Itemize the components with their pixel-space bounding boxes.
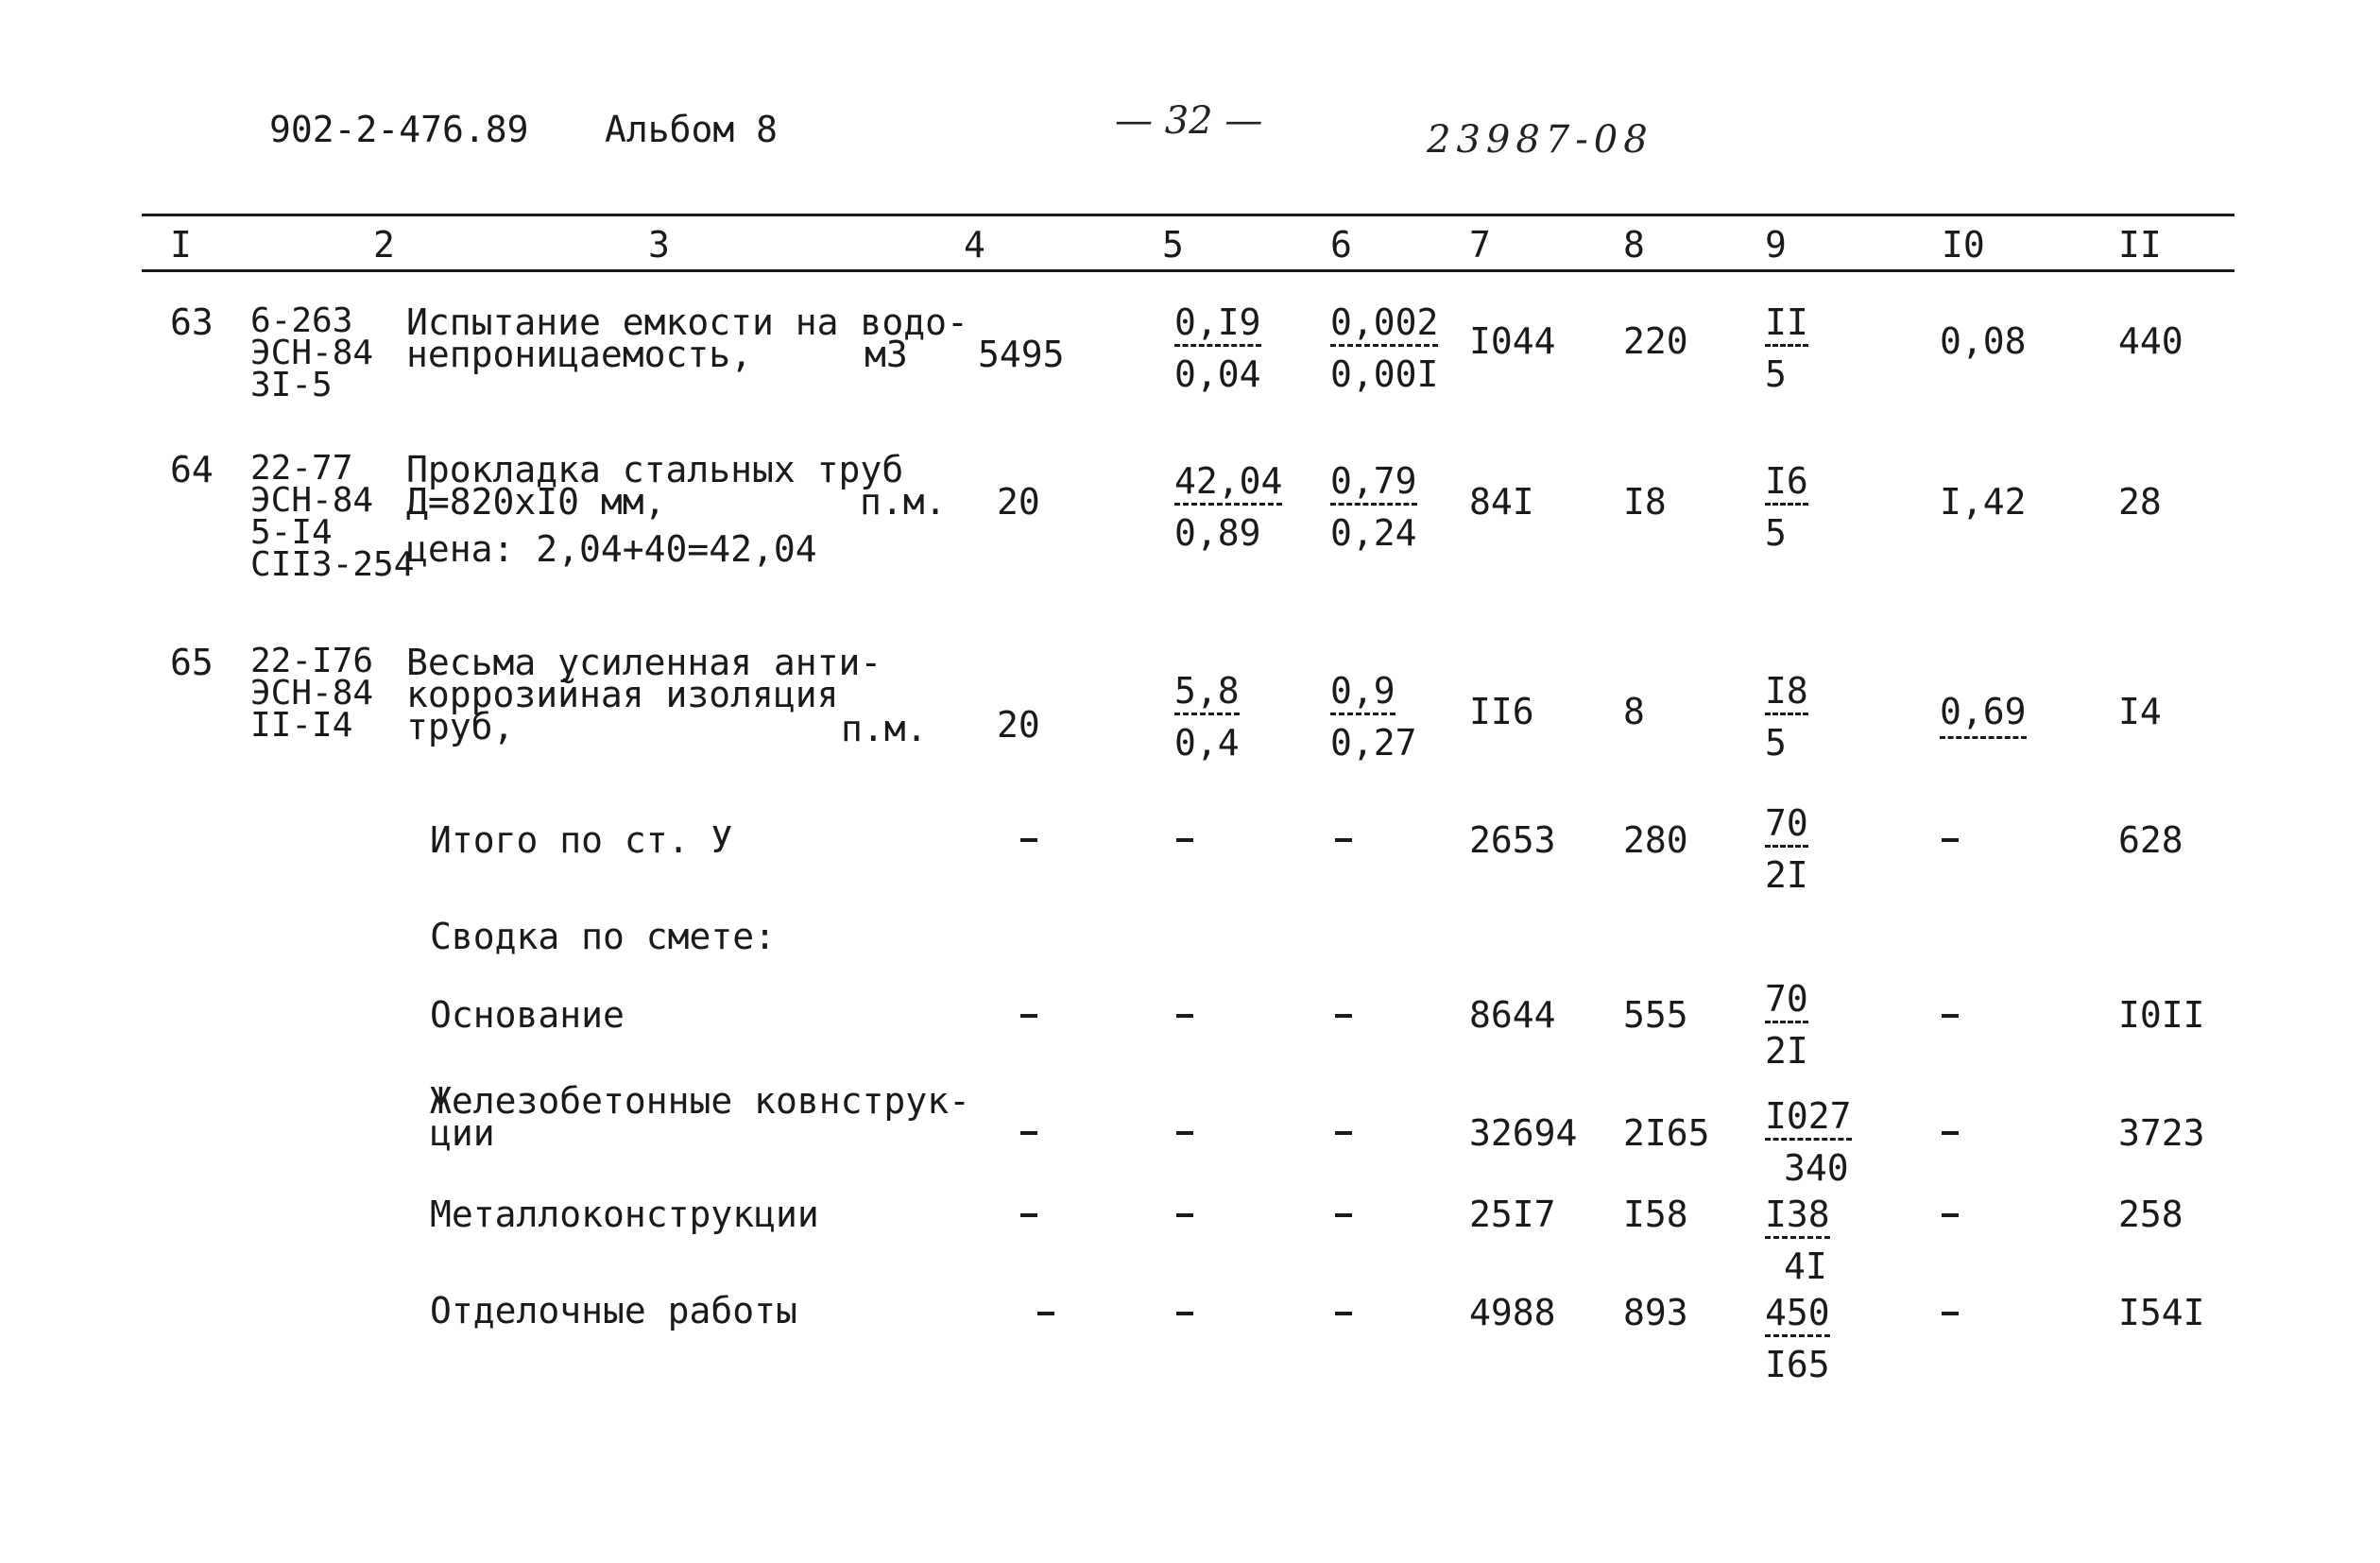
empty-dash xyxy=(1020,1131,1037,1135)
col11-value: 440 xyxy=(2118,320,2183,362)
column-header: 8 xyxy=(1623,224,1645,266)
denominator: 0,04 xyxy=(1174,353,1261,395)
col9-fraction xyxy=(1765,1194,1830,1287)
col6-fraction xyxy=(1330,670,1417,764)
col8-value: 220 xyxy=(1623,320,1688,362)
col7-value: II6 xyxy=(1469,691,1534,732)
column-header: 5 xyxy=(1162,224,1184,266)
empty-dash xyxy=(1176,1312,1193,1315)
column-header: 4 xyxy=(964,224,985,266)
col11-value: I4 xyxy=(2118,691,2162,732)
row-number: 64 xyxy=(170,449,214,490)
numerator: 5,8 xyxy=(1174,673,1240,715)
empty-dash xyxy=(1942,1213,1959,1217)
col8-value: I8 xyxy=(1623,481,1667,523)
col9-fraction xyxy=(1765,802,1808,896)
denominator: 0,89 xyxy=(1174,512,1261,554)
denominator: 2I xyxy=(1765,854,1808,896)
col10-value xyxy=(1940,691,2027,732)
denominator: 5 xyxy=(1765,512,1787,554)
numerator: 42,04 xyxy=(1174,463,1282,506)
col10-value: I,42 xyxy=(1940,481,2027,523)
empty-dash xyxy=(1176,1131,1193,1135)
denominator: 0,00I xyxy=(1330,353,1439,395)
col7-value: 32694 xyxy=(1469,1112,1578,1154)
summary-label: Железобетонные ковнструк- xyxy=(430,1080,970,1122)
col11-value: 628 xyxy=(2118,819,2183,861)
col11-value: 258 xyxy=(2118,1194,2183,1235)
numerator: 0,I9 xyxy=(1174,304,1261,347)
col5-fraction xyxy=(1174,670,1240,764)
price-note: цена: 2,04+40=42,04 xyxy=(406,528,817,570)
numerator: 70 xyxy=(1765,805,1808,848)
empty-dash xyxy=(1335,1131,1352,1135)
empty-dash xyxy=(1020,1014,1037,1018)
col7-value: 84I xyxy=(1469,481,1534,523)
norm-code-line: СII3-254 xyxy=(250,545,415,584)
summary-label: ции xyxy=(430,1112,495,1154)
column-header: 7 xyxy=(1469,224,1491,266)
col8-value: 280 xyxy=(1623,819,1688,861)
empty-dash xyxy=(1335,838,1352,842)
empty-dash xyxy=(1942,1312,1959,1315)
col8-value: I58 xyxy=(1623,1194,1688,1235)
denominator: 5 xyxy=(1765,722,1787,764)
column-header: 6 xyxy=(1330,224,1352,266)
col9-fraction xyxy=(1765,670,1808,764)
col7-value: 25I7 xyxy=(1469,1194,1556,1235)
total-label: Итого по ст. У xyxy=(430,819,733,861)
col10-underlined: 0,69 xyxy=(1940,691,2027,739)
work-description: труб, xyxy=(406,706,515,747)
col8-value: 893 xyxy=(1623,1292,1688,1333)
denominator: 0,24 xyxy=(1330,512,1417,554)
col9-fraction xyxy=(1765,1292,1830,1385)
album-label: Альбом 8 xyxy=(605,109,779,150)
empty-dash xyxy=(1335,1213,1352,1217)
row-number: 65 xyxy=(170,642,214,683)
empty-dash xyxy=(1176,1213,1193,1217)
norm-code-line: 6-263 xyxy=(250,301,353,340)
column-header: 9 xyxy=(1765,224,1787,266)
denominator: I65 xyxy=(1765,1344,1830,1385)
unit: м3 xyxy=(865,334,908,375)
col7-value: I044 xyxy=(1469,320,1556,362)
column-header: 3 xyxy=(648,224,670,266)
col8-value: 555 xyxy=(1623,994,1688,1036)
denominator: 0,27 xyxy=(1330,722,1417,764)
empty-dash xyxy=(1176,838,1193,842)
empty-dash xyxy=(1942,838,1959,842)
col6-fraction xyxy=(1330,301,1439,395)
denominator: 0,4 xyxy=(1174,722,1240,764)
empty-dash xyxy=(1335,1312,1352,1315)
col9-fraction xyxy=(1765,1095,1852,1189)
col5-fraction xyxy=(1174,460,1283,554)
empty-dash xyxy=(1335,1014,1352,1018)
column-header: II xyxy=(2118,224,2162,266)
document-code: 902-2-476.89 xyxy=(269,109,529,150)
numerator: 0,002 xyxy=(1330,304,1438,347)
denominator: 2I xyxy=(1765,1030,1808,1072)
empty-dash xyxy=(1942,1131,1959,1135)
denominator: 4I xyxy=(1784,1245,1827,1287)
norm-code-line: 3I-5 xyxy=(250,366,333,404)
empty-dash xyxy=(1037,1312,1054,1315)
denominator: 340 xyxy=(1784,1147,1849,1189)
numerator: I027 xyxy=(1765,1098,1852,1141)
col7-value: 2653 xyxy=(1469,819,1556,861)
col6-fraction xyxy=(1330,460,1417,554)
empty-dash xyxy=(1020,1213,1037,1217)
col8-value: 2I65 xyxy=(1623,1112,1710,1154)
column-header: I xyxy=(170,224,192,266)
numerator: 0,79 xyxy=(1330,463,1417,506)
empty-dash xyxy=(1942,1014,1959,1018)
quantity: 20 xyxy=(997,704,1040,746)
col9-fraction xyxy=(1765,460,1808,554)
col11-value: 28 xyxy=(2118,481,2162,523)
col11-value: I54I xyxy=(2118,1292,2205,1333)
denominator: 5 xyxy=(1765,353,1787,395)
empty-dash xyxy=(1020,838,1037,842)
numerator: I8 xyxy=(1765,673,1808,715)
norm-code-line: ЭСН-84 xyxy=(250,334,374,372)
empty-dash xyxy=(1176,1014,1193,1018)
col11-value: I0II xyxy=(2118,994,2205,1036)
col8-value: 8 xyxy=(1623,691,1645,732)
work-description: Прокладка стальных труб xyxy=(406,449,904,490)
numerator: 0,9 xyxy=(1330,673,1395,715)
numerator: I38 xyxy=(1765,1196,1830,1239)
work-description: Испытание емкости на водо- xyxy=(406,301,968,343)
work-description: коррозийная изоляция xyxy=(406,674,839,715)
norm-code-line: 5-I4 xyxy=(250,513,333,552)
summary-title: Сводка по смете: xyxy=(430,916,777,957)
numerator: II xyxy=(1765,304,1808,347)
header-bottom-rule xyxy=(142,269,2234,272)
norm-code-line: II-I4 xyxy=(250,706,353,745)
numerator: I6 xyxy=(1765,463,1808,506)
unit: п.м. xyxy=(841,708,928,749)
quantity: 5495 xyxy=(978,334,1065,375)
column-header: I0 xyxy=(1942,224,1985,266)
unit: п.м. xyxy=(860,481,947,523)
row-number: 63 xyxy=(170,301,214,343)
handwritten-stamp: 23987-08 xyxy=(1427,118,1653,162)
page-number: — 32 — xyxy=(1115,99,1263,143)
col5-fraction xyxy=(1174,301,1261,395)
quantity: 20 xyxy=(997,481,1040,523)
column-header: 2 xyxy=(373,224,395,266)
work-description: Весьма усиленная анти- xyxy=(406,642,882,683)
summary-label: Металлоконструкции xyxy=(430,1194,819,1235)
summary-label: Основание xyxy=(430,994,625,1036)
numerator: 70 xyxy=(1765,981,1808,1023)
col7-value: 8644 xyxy=(1469,994,1556,1036)
col9-fraction xyxy=(1765,978,1808,1072)
norm-code-line: 22-77 xyxy=(250,449,353,488)
work-description: непроницаемость, xyxy=(406,334,753,375)
col7-value: 4988 xyxy=(1469,1292,1556,1333)
norm-code-line: ЭСН-84 xyxy=(250,481,374,520)
header-top-rule xyxy=(142,214,2234,216)
norm-code-line: ЭСН-84 xyxy=(250,674,374,713)
col9-fraction xyxy=(1765,301,1808,395)
summary-label: Отделочные работы xyxy=(430,1290,797,1331)
norm-code-line: 22-I76 xyxy=(250,642,374,680)
col11-value: 3723 xyxy=(2118,1112,2205,1154)
work-description: Д=820хI0 мм, xyxy=(406,481,666,523)
col10-value: 0,08 xyxy=(1940,320,2027,362)
numerator: 450 xyxy=(1765,1295,1830,1337)
